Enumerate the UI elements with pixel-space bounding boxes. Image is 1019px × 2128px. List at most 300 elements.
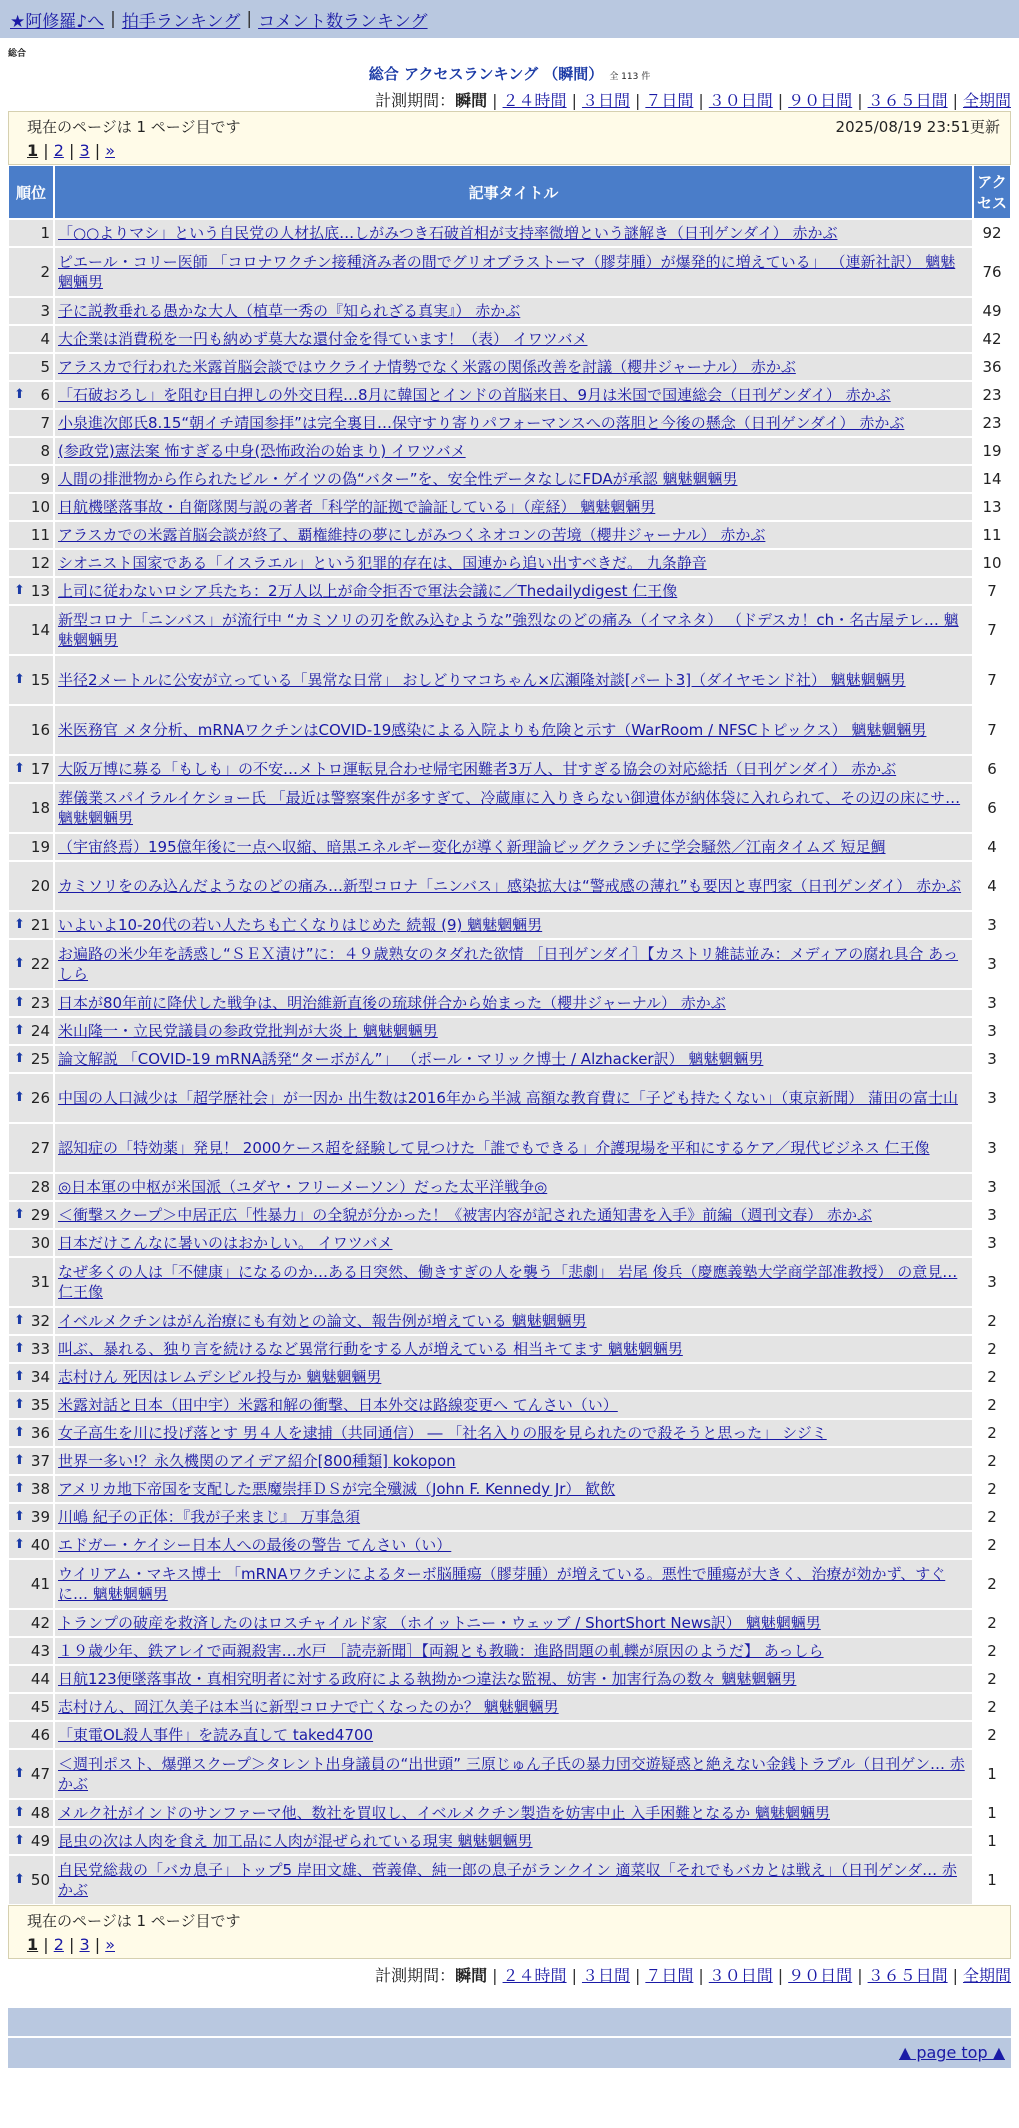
rank-cell xyxy=(8,1855,54,1905)
rank-cell xyxy=(8,655,54,705)
access-count: 3 xyxy=(973,1045,1011,1073)
table-row xyxy=(8,1827,1011,1855)
period-selector xyxy=(0,88,1019,111)
article-title-link[interactable]: 川嶋 紀子の正体：『我が子来まじ』 万事急須 xyxy=(58,1508,361,1526)
rank-number: 43 xyxy=(30,1642,50,1660)
title-cell xyxy=(54,1363,973,1391)
article-title-link[interactable]: アラスカで行われた米露首脳会談ではウクライナ情勢でなく米露の関係改善を討議（櫻井ジャーナル） 赤かぶ xyxy=(58,358,796,376)
table-row xyxy=(8,247,1011,297)
rank-number: 25 xyxy=(30,1050,50,1068)
rank-number: 38 xyxy=(30,1480,50,1498)
access-count: 2 xyxy=(973,1391,1011,1419)
table-row xyxy=(8,911,1011,939)
rank-number: 29 xyxy=(30,1206,50,1224)
period-option-link[interactable]: ２４時間 xyxy=(502,1966,567,1985)
pager-page-link[interactable]: 3 xyxy=(79,141,90,160)
table-row xyxy=(8,1073,1011,1123)
rank-up-arrow-icon: ⬆ xyxy=(14,1481,25,1496)
title-cell xyxy=(54,1447,973,1475)
article-title-link[interactable]: 世界一多い!？永久機関のアイデア紹介[800種類] kokopon xyxy=(58,1452,456,1470)
rank-cell xyxy=(8,911,54,939)
table-row xyxy=(8,1799,1011,1827)
access-count: 7 xyxy=(973,605,1011,655)
period-separator: | xyxy=(634,1966,641,1985)
table-row xyxy=(8,521,1011,549)
rank-number: 26 xyxy=(30,1089,50,1107)
pager-separator: | xyxy=(63,1935,80,1954)
nav-separator: | xyxy=(110,9,116,29)
title-cell xyxy=(54,437,973,465)
article-title-link[interactable]: 女子高生を川に投げ落とす 男４人を逮捕（共同通信） ― 「社名入りの服を見られたので殺そうと思った」 シジミ xyxy=(58,1424,827,1442)
table-row xyxy=(8,1475,1011,1503)
rank-cell xyxy=(8,1609,54,1637)
rank-number: 33 xyxy=(30,1340,50,1358)
pager xyxy=(27,141,1000,160)
period-label: 計測期間： xyxy=(375,1966,456,1985)
rank-cell xyxy=(8,1419,54,1447)
period-separator: | xyxy=(492,91,498,110)
period-separator: | xyxy=(952,91,958,110)
home-link[interactable]: ★阿修羅♪へ xyxy=(10,11,105,32)
rank-up-arrow-icon: ⬆ xyxy=(14,1509,25,1524)
article-title-link[interactable]: ＜週刊ポスト、爆弾スクープ＞タレント出身議員の“出世頭” 三原じゅん子氏の暴力団交遊疑惑と絶えない金銭トラブル（日刊ゲン… 赤かぶ xyxy=(58,1755,965,1793)
rank-number: 23 xyxy=(30,994,50,1012)
article-title-link[interactable]: 小泉進次郎氏8.15“朝イチ靖国参拝”は完全裏目…保守すり寄りパフォーマンスへの落胆と今後の懸念（日刊ゲンダイ） 赤かぶ xyxy=(58,414,905,432)
access-count: 2 xyxy=(973,1693,1011,1721)
rank-number: 41 xyxy=(30,1575,50,1593)
period-option-link[interactable]: ７日間 xyxy=(645,91,694,110)
rank-cell xyxy=(8,1307,54,1335)
access-count: 2 xyxy=(973,1335,1011,1363)
table-row xyxy=(8,1749,1011,1799)
rank-number: 15 xyxy=(30,671,50,689)
col-header-access: アクセス xyxy=(973,165,1011,219)
rank-cell xyxy=(8,1257,54,1307)
period-option-link[interactable]: ３６５日間 xyxy=(867,1966,948,1985)
rank-number: 5 xyxy=(40,358,50,376)
title-cell xyxy=(54,1229,973,1257)
title-cell xyxy=(54,605,973,655)
rank-cell xyxy=(8,1749,54,1799)
table-row xyxy=(8,1531,1011,1559)
title-cell xyxy=(54,1257,973,1307)
rank-number: 21 xyxy=(30,916,50,934)
table-row xyxy=(8,1201,1011,1229)
access-count: 1 xyxy=(973,1749,1011,1799)
table-row xyxy=(8,1257,1011,1307)
rank-number: 16 xyxy=(30,721,50,739)
article-title-link[interactable]: 大阪万博に募る「もしも」の不安…メトロ運転見合わせ帰宅困難者3万人、甘すぎる協会の対応総括（日刊ゲンダイ） 赤かぶ xyxy=(58,760,897,778)
rank-up-arrow-icon: ⬆ xyxy=(14,583,25,598)
table-row xyxy=(8,1045,1011,1073)
access-count: 13 xyxy=(973,493,1011,521)
table-row xyxy=(8,1229,1011,1257)
article-title-link[interactable]: メルク社がインドのサンファーマ他、数社を買収し、イベルメクチン製造を妨害中止 入手困難となるか 魑魅魍魎男 xyxy=(58,1804,830,1822)
rank-number: 2 xyxy=(40,263,50,281)
article-title-link[interactable]: 米露対話と日本（田中宇）米露和解の衝撃、日本外交は路線変更へ てんさい（い） xyxy=(58,1396,618,1414)
article-title-link[interactable]: 半径2メートルに公安が立っている「異常な日常」 おしどりマコちゃん×広瀬隆対談[パート3]（ダイヤモンド社） 魑魅魍魎男 xyxy=(58,671,906,689)
table-row xyxy=(8,353,1011,381)
article-title-link[interactable]: 認知症の「特効薬」発見！ 2000ケース超を経験して見つけた「誰でもできる」介護現場を平和にするケア／現代ビジネス 仁王像 xyxy=(58,1139,930,1157)
title-cell xyxy=(54,1419,973,1447)
access-count: 7 xyxy=(973,655,1011,705)
access-count: 11 xyxy=(973,521,1011,549)
title-cell xyxy=(54,1201,973,1229)
access-count: 36 xyxy=(973,353,1011,381)
rank-up-arrow-icon: ⬆ xyxy=(14,1397,25,1412)
rank-number: 32 xyxy=(30,1312,50,1330)
access-count: 4 xyxy=(973,833,1011,861)
pager-page-link[interactable]: 3 xyxy=(79,1935,90,1954)
table-row xyxy=(8,219,1011,247)
rank-cell xyxy=(8,219,54,247)
article-title-link[interactable]: ＜衝撃スクープ＞中居正広「性暴力」の全貌が分かった！《被害内容が記された通知書を入手》前編（週刊文春） 赤かぶ xyxy=(58,1206,873,1224)
page-top-link[interactable]: ▲ page top ▲ xyxy=(898,2043,1005,2062)
title-cell xyxy=(54,655,973,705)
rank-up-arrow-icon: ⬆ xyxy=(14,1425,25,1440)
rank-up-arrow-icon: ⬆ xyxy=(14,1872,25,1887)
rank-up-arrow-icon: ⬆ xyxy=(14,956,25,971)
pager-separator: | xyxy=(63,141,80,160)
rank-up-arrow-icon: ⬆ xyxy=(14,1051,25,1066)
article-title-link[interactable]: 葬儀業スパイラルイケショー氏 「最近は警察案件が多すぎて、冷蔵庫に入りきらない御遺体が納体袋に入れられて、その辺の床にサ… 魑魅魍魎男 xyxy=(58,789,961,827)
rank-number: 35 xyxy=(30,1396,50,1414)
rank-number: 7 xyxy=(40,414,50,432)
rank-cell xyxy=(8,493,54,521)
period-separator: | xyxy=(634,91,641,110)
title-cell xyxy=(54,1855,973,1905)
footer-bar xyxy=(8,2008,1011,2036)
rank-number: 24 xyxy=(30,1022,50,1040)
table-row xyxy=(8,1391,1011,1419)
access-count: 3 xyxy=(973,911,1011,939)
article-title-link[interactable]: お遍路の米少年を誘惑し“ＳＥＸ漬け”に：４９歳熟女のタダれた欲情 ［日刊ゲンダイ］【カストリ雑誌並み：メディアの腐れ具合 あっしら xyxy=(58,945,959,983)
table-row xyxy=(8,1693,1011,1721)
period-option-link[interactable]: ３６５日間 xyxy=(867,91,948,110)
article-title-link[interactable]: アメリカ地下帝国を支配した悪魔崇拝ＤＳが完全殲滅（John F. Kennedy Jr） 歓飲 xyxy=(58,1480,616,1498)
table-row xyxy=(8,833,1011,861)
col-header-title: 記事タイトル xyxy=(54,165,973,219)
article-title-link[interactable]: エドガー・ケイシー日本人への最後の警告 てんさい（い） xyxy=(58,1536,452,1554)
updated-timestamp: 2025/08/19 23:51更新 xyxy=(835,118,1000,136)
title-cell xyxy=(54,861,973,911)
rank-number: 14 xyxy=(30,621,50,639)
title-cell xyxy=(54,1335,973,1363)
article-title-link[interactable]: 自民党総裁の「バカ息子」トップ5 岸田文雄、菅義偉、純一郎の息子がランクイン 適菜収「それでもバカとは戦え」（日刊ゲンダ… 赤かぶ xyxy=(58,1861,957,1899)
title-cell xyxy=(54,1721,973,1749)
article-title-link[interactable]: 子に説教垂れる愚かな大人（植草一秀の『知られざる真実』） 赤かぶ xyxy=(58,302,521,320)
title-cell xyxy=(54,1017,973,1045)
rank-number: 31 xyxy=(30,1273,50,1291)
table-row xyxy=(8,493,1011,521)
title-cell xyxy=(54,911,973,939)
access-count: 2 xyxy=(973,1475,1011,1503)
access-count: 7 xyxy=(973,577,1011,605)
article-title-link[interactable]: (参政党)憲法案 怖すぎる中身(恐怖政治の始まり) イワツバメ xyxy=(58,442,466,460)
pager-page-link[interactable]: 2 xyxy=(53,141,64,160)
article-title-link[interactable]: トランプの破産を救済したのはロスチャイルド家 （ホイットニー・ウェッブ / ShortShort News訳） 魑魅魍魎男 xyxy=(58,1614,821,1632)
article-title-link[interactable]: ピエール・コリー医師 「コロナワクチン接種済み者の間でグリオブラストーマ（膠芽腫）が爆発的に増えている」 （連新社訳） 魑魅魍魎男 xyxy=(58,253,956,291)
period-current: 瞬間 xyxy=(455,1966,488,1985)
article-title-link[interactable]: ウイリアム・マキス博士 「mRNAワクチンによるターボ脳腫瘍（膠芽腫）が増えている。悪性で腫瘍が大きく、治療が効かず、すぐに… 魑魅魍魎男 xyxy=(58,1565,946,1603)
title-cell xyxy=(54,705,973,755)
rank-number: 37 xyxy=(30,1452,50,1470)
article-title-link[interactable]: 新型コロナ「ニンバス」が流行中 “カミソリの刃を飲み込むような”強烈なのどの痛み（イマネタ） （ドデスカ！ch・名古屋テレ… 魑魅魍魎男 xyxy=(58,611,959,649)
top-nav-bar xyxy=(0,0,1019,38)
rank-cell xyxy=(8,605,54,655)
article-title-link[interactable]: カミソリをのみ込んだようなのどの痛み…新型コロナ「ニンバス」感染拡大は“警戒感の薄れ”も要因と専門家（日刊ゲンダイ） 赤かぶ xyxy=(58,877,962,895)
article-title-link[interactable]: 人間の排泄物から作られたビル・ゲイツの偽“バター”を、安全性データなしにFDAが承認 魑魅魍魎男 xyxy=(58,470,738,488)
period-separator: | xyxy=(952,1966,958,1985)
table-row xyxy=(8,1609,1011,1637)
access-count: 10 xyxy=(973,549,1011,577)
rank-cell xyxy=(8,465,54,493)
article-title-link[interactable]: 米医務官 メタ分析、mRNAワクチンはCOVID-19感染による入院よりも危険と示す（WarRoom / NFSCトピックス） 魑魅魍魎男 xyxy=(58,721,927,739)
rank-up-arrow-icon: ⬆ xyxy=(14,1833,25,1848)
category-tag: 総合 xyxy=(8,49,27,59)
article-title-link[interactable]: イベルメクチンはがん治療にも有効との論文、報告例が増えている 魑魅魍魎男 xyxy=(58,1312,587,1330)
table-row xyxy=(8,939,1011,989)
rank-number: 28 xyxy=(30,1178,50,1196)
pager-separator: | xyxy=(38,141,54,160)
rank-number: 48 xyxy=(30,1804,50,1822)
article-title-link[interactable]: 論文解説 「COVID-19 mRNA誘発“ターボがん”」 （ポール・マリック博士 / Alzhacker訳） 魑魅魍魎男 xyxy=(58,1050,764,1068)
pager-page-link[interactable]: 2 xyxy=(53,1935,64,1954)
rank-cell xyxy=(8,1363,54,1391)
rank-number: 10 xyxy=(30,498,50,516)
title-cell xyxy=(54,989,973,1017)
rank-cell xyxy=(8,1693,54,1721)
table-row xyxy=(8,1503,1011,1531)
table-row xyxy=(8,1017,1011,1045)
rank-number: 13 xyxy=(30,582,50,600)
period-option-link[interactable]: ３０日間 xyxy=(708,91,773,110)
title-cell xyxy=(54,465,973,493)
rank-up-arrow-icon: ⬆ xyxy=(14,1453,25,1468)
article-title-link[interactable]: 「東電OL殺人事件」を読み直して taked4700 xyxy=(58,1726,374,1744)
title-cell xyxy=(54,247,973,297)
access-count: 1 xyxy=(973,1799,1011,1827)
title-cell xyxy=(54,577,973,605)
title-cell xyxy=(54,755,973,783)
article-title-link[interactable]: 大企業は消費税を一円も納めず莫大な還付金を得ています！（表） イワツバメ xyxy=(58,330,588,348)
rank-up-arrow-icon: ⬆ xyxy=(14,761,25,776)
rank-number: 8 xyxy=(40,442,50,460)
title-cell xyxy=(54,297,973,325)
rank-cell xyxy=(8,989,54,1017)
article-title-link[interactable]: ◎日本軍の中枢が米国派（ユダヤ・フリーメーソン）だった太平洋戦争◎ xyxy=(58,1178,548,1196)
period-option-link[interactable]: ３０日間 xyxy=(708,1966,773,1985)
pager-current-page[interactable]: 1 xyxy=(27,1935,39,1954)
access-count: 3 xyxy=(973,1123,1011,1173)
title-cell xyxy=(54,783,973,833)
period-option-link[interactable]: ３日間 xyxy=(581,91,630,110)
access-count: 49 xyxy=(973,297,1011,325)
access-count: 2 xyxy=(973,1307,1011,1335)
title-cell xyxy=(54,1609,973,1637)
title-cell xyxy=(54,549,973,577)
period-option-link[interactable]: ９０日間 xyxy=(788,91,853,110)
rank-number: 34 xyxy=(30,1368,50,1386)
rank-number: 1 xyxy=(40,224,50,242)
rank-up-arrow-icon: ⬆ xyxy=(14,1207,25,1222)
access-count: 3 xyxy=(973,989,1011,1017)
article-title-link[interactable]: 「○○よりマシ」という自民党の人材払底…しがみつき石破首相が支持率微増という謎解き（日刊ゲンダイ） 赤かぶ xyxy=(58,224,838,242)
access-count: 23 xyxy=(973,381,1011,409)
article-title-link[interactable]: アラスカでの米露首脳会談が終了、覇権維持の夢にしがみつくネオコンの苦境（櫻井ジャーナル） 赤かぶ xyxy=(58,526,766,544)
article-title-link[interactable]: 中国の人口減少は「超学歴社会」が一因か 出生数は2016年から半減 高額な教育費に「子ども持たくない」（東京新聞） 蒲田の富士山 xyxy=(58,1089,958,1107)
access-count: 2 xyxy=(973,1721,1011,1749)
access-count: 2 xyxy=(973,1447,1011,1475)
article-title-link[interactable]: 日航機墜落事故・自衛隊関与説の著者「科学的証拠で論証している」（産経） 魑魅魍魎男 xyxy=(58,498,656,516)
pager-page-link[interactable]: » xyxy=(105,141,115,160)
clap-ranking-link[interactable]: 拍手ランキング xyxy=(121,11,241,32)
article-title-link[interactable]: シオニスト国家である「イスラエル」という犯罪的存在は、国連から追い出すべきだ。 九条静音 xyxy=(58,554,707,572)
pager-page-link[interactable]: » xyxy=(105,1935,115,1954)
period-separator: | xyxy=(857,91,863,110)
table-row xyxy=(8,1665,1011,1693)
title-cell xyxy=(54,1307,973,1335)
article-title-link[interactable]: 「石破おろし」を阻む目白押しの外交日程…8月に韓国とインドの首脳来日、9月は米国で国連総会（日刊ゲンダイ） 赤かぶ xyxy=(58,386,891,404)
title-cell xyxy=(54,409,973,437)
article-title-link[interactable]: 米山隆一・立民党議員の参政党批判が大炎上 魑魅魍魎男 xyxy=(58,1022,438,1040)
article-title-link[interactable]: １９歳少年、鉄アレイで両親殺害…水戸 ［読売新聞］【両親とも教職：進路問題の軋轢が原因のようだ】 あっしら xyxy=(58,1642,824,1660)
title-cell xyxy=(54,381,973,409)
article-title-link[interactable]: 志村けん 死因はレムデシビル投与か 魑魅魍魎男 xyxy=(58,1368,382,1386)
table-row xyxy=(8,1447,1011,1475)
rank-cell xyxy=(8,1503,54,1531)
table-row xyxy=(8,705,1011,755)
access-count: 3 xyxy=(973,1073,1011,1123)
rank-cell xyxy=(8,1721,54,1749)
rank-up-arrow-icon: ⬆ xyxy=(14,1369,25,1384)
access-count: 2 xyxy=(973,1363,1011,1391)
rank-number: 30 xyxy=(30,1234,50,1252)
title-cell xyxy=(54,1123,973,1173)
article-title-link[interactable]: （宇宙終焉）195億年後に一点へ収縮、暗黒エネルギー変化が導く新理論ビッグクランチに学会騒然／江南タイムズ 短足鯛 xyxy=(58,838,886,856)
pager-separator: | xyxy=(89,1935,106,1954)
table-row xyxy=(8,1173,1011,1201)
rank-number: 40 xyxy=(30,1536,50,1554)
rank-number: 46 xyxy=(30,1726,50,1744)
period-option-link[interactable]: 全期間 xyxy=(962,1966,1011,1985)
rank-cell xyxy=(8,939,54,989)
rank-number: 3 xyxy=(40,302,50,320)
period-separator: | xyxy=(698,1966,704,1985)
article-title-link[interactable]: なぜ多くの人は「不健康」になるのか…ある日突然、働きすぎの人を襲う「悲劇」 岩尾 俊兵（慶應義塾大学商学部准教授） の意見… 仁王像 xyxy=(58,1263,958,1301)
rank-up-arrow-icon: ⬆ xyxy=(14,1341,25,1356)
rank-number: 12 xyxy=(30,554,50,572)
table-row xyxy=(8,1637,1011,1665)
rank-cell xyxy=(8,1045,54,1073)
rank-cell xyxy=(8,1531,54,1559)
article-title-link[interactable]: 志村けん、岡江久美子は本当に新型コロナで亡くなったのか？ 魑魅魍魎男 xyxy=(58,1698,559,1716)
period-option-link[interactable]: ２４時間 xyxy=(502,91,567,110)
rank-number: 20 xyxy=(30,877,50,895)
nav-separator: | xyxy=(246,9,253,29)
article-title-link[interactable]: 日本だけこんなに暑いのはおかしい。 イワツバメ xyxy=(58,1234,393,1252)
access-count: 76 xyxy=(973,247,1011,297)
period-option-link[interactable]: ９０日間 xyxy=(788,1966,853,1985)
rank-number: 11 xyxy=(30,526,50,544)
table-row xyxy=(8,1123,1011,1173)
title-cell xyxy=(54,1531,973,1559)
page-title: 総合 アクセスランキング （瞬間） xyxy=(368,65,604,83)
article-title-link[interactable]: 上司に従わないロシア兵たち：2万人以上が命令拒否で軍法会議に／Thedailydigest 仁王像 xyxy=(58,582,678,600)
rank-number: 19 xyxy=(30,838,50,856)
rank-number: 42 xyxy=(30,1614,50,1632)
period-option-link[interactable]: ７日間 xyxy=(645,1966,694,1985)
access-count: 2 xyxy=(973,1419,1011,1447)
article-title-link[interactable]: 日本が80年前に降伏した戦争は、明治維新直後の琉球併合から始まった（櫻井ジャーナル） 赤かぶ xyxy=(58,994,726,1012)
rank-number: 17 xyxy=(30,760,50,778)
current-page-text: 現在のページは 1 ページ目です xyxy=(27,118,241,136)
access-count: 1 xyxy=(973,1855,1011,1905)
table-row xyxy=(8,437,1011,465)
table-row xyxy=(8,1721,1011,1749)
rank-up-arrow-icon: ⬆ xyxy=(14,1313,25,1328)
article-title-link[interactable]: 昆虫の次は人肉を食え 加工品に人肉が混ぜられている現実 魑魅魍魎男 xyxy=(58,1832,533,1850)
rank-cell xyxy=(8,353,54,381)
pagination-box-bottom xyxy=(8,1905,1011,1959)
period-separator: | xyxy=(492,1966,498,1985)
rank-cell xyxy=(8,521,54,549)
period-option-link[interactable]: 全期間 xyxy=(962,91,1011,110)
access-count: 23 xyxy=(973,409,1011,437)
period-separator: | xyxy=(777,1966,784,1985)
table-row xyxy=(8,1363,1011,1391)
rank-cell xyxy=(8,437,54,465)
title-cell xyxy=(54,1391,973,1419)
access-count: 1 xyxy=(973,1827,1011,1855)
article-title-link[interactable]: 日航123便墜落事故・真相究明者に対する政府による執拗かつ違法な監視、妨害・加害行為の数々 魑魅魍魎男 xyxy=(58,1670,797,1688)
pager-separator: | xyxy=(38,1935,54,1954)
rank-number: 22 xyxy=(30,955,50,973)
pager-current-page[interactable]: 1 xyxy=(27,141,39,160)
access-count: 6 xyxy=(973,783,1011,833)
rank-number: 27 xyxy=(30,1139,50,1157)
access-count: 3 xyxy=(973,1257,1011,1307)
rank-cell xyxy=(8,1335,54,1363)
ranking-table xyxy=(8,165,1011,1905)
rank-cell xyxy=(8,1637,54,1665)
period-separator: | xyxy=(857,1966,863,1985)
rank-up-arrow-icon: ⬆ xyxy=(14,1537,25,1552)
access-count: 3 xyxy=(973,1173,1011,1201)
table-row xyxy=(8,1855,1011,1905)
table-row xyxy=(8,755,1011,783)
rank-cell xyxy=(8,381,54,409)
rank-cell xyxy=(8,577,54,605)
title-cell xyxy=(54,1045,973,1073)
rank-cell xyxy=(8,1201,54,1229)
article-title-link[interactable]: 叫ぶ、暴れる、独り言を続けるなど異常行動をする人が増えている 相当キてます 魑魅魍魎男 xyxy=(58,1340,683,1358)
article-title-link[interactable]: いよいよ10-20代の若い人たちも亡くなりはじめた 続報 (9) 魑魅魍魎男 xyxy=(58,916,543,934)
item-count: 全 113 件 xyxy=(609,72,651,82)
pager xyxy=(27,1935,1000,1954)
access-count: 3 xyxy=(973,1201,1011,1229)
access-count: 2 xyxy=(973,1637,1011,1665)
period-option-link[interactable]: ３日間 xyxy=(581,1966,630,1985)
title-cell xyxy=(54,219,973,247)
table-row xyxy=(8,409,1011,437)
table-row xyxy=(8,783,1011,833)
access-count: 2 xyxy=(973,1609,1011,1637)
ranking-heading xyxy=(0,63,1019,84)
comment-ranking-link[interactable]: コメント数ランキング xyxy=(258,11,428,32)
access-count: 2 xyxy=(973,1559,1011,1609)
access-count: 3 xyxy=(973,939,1011,989)
